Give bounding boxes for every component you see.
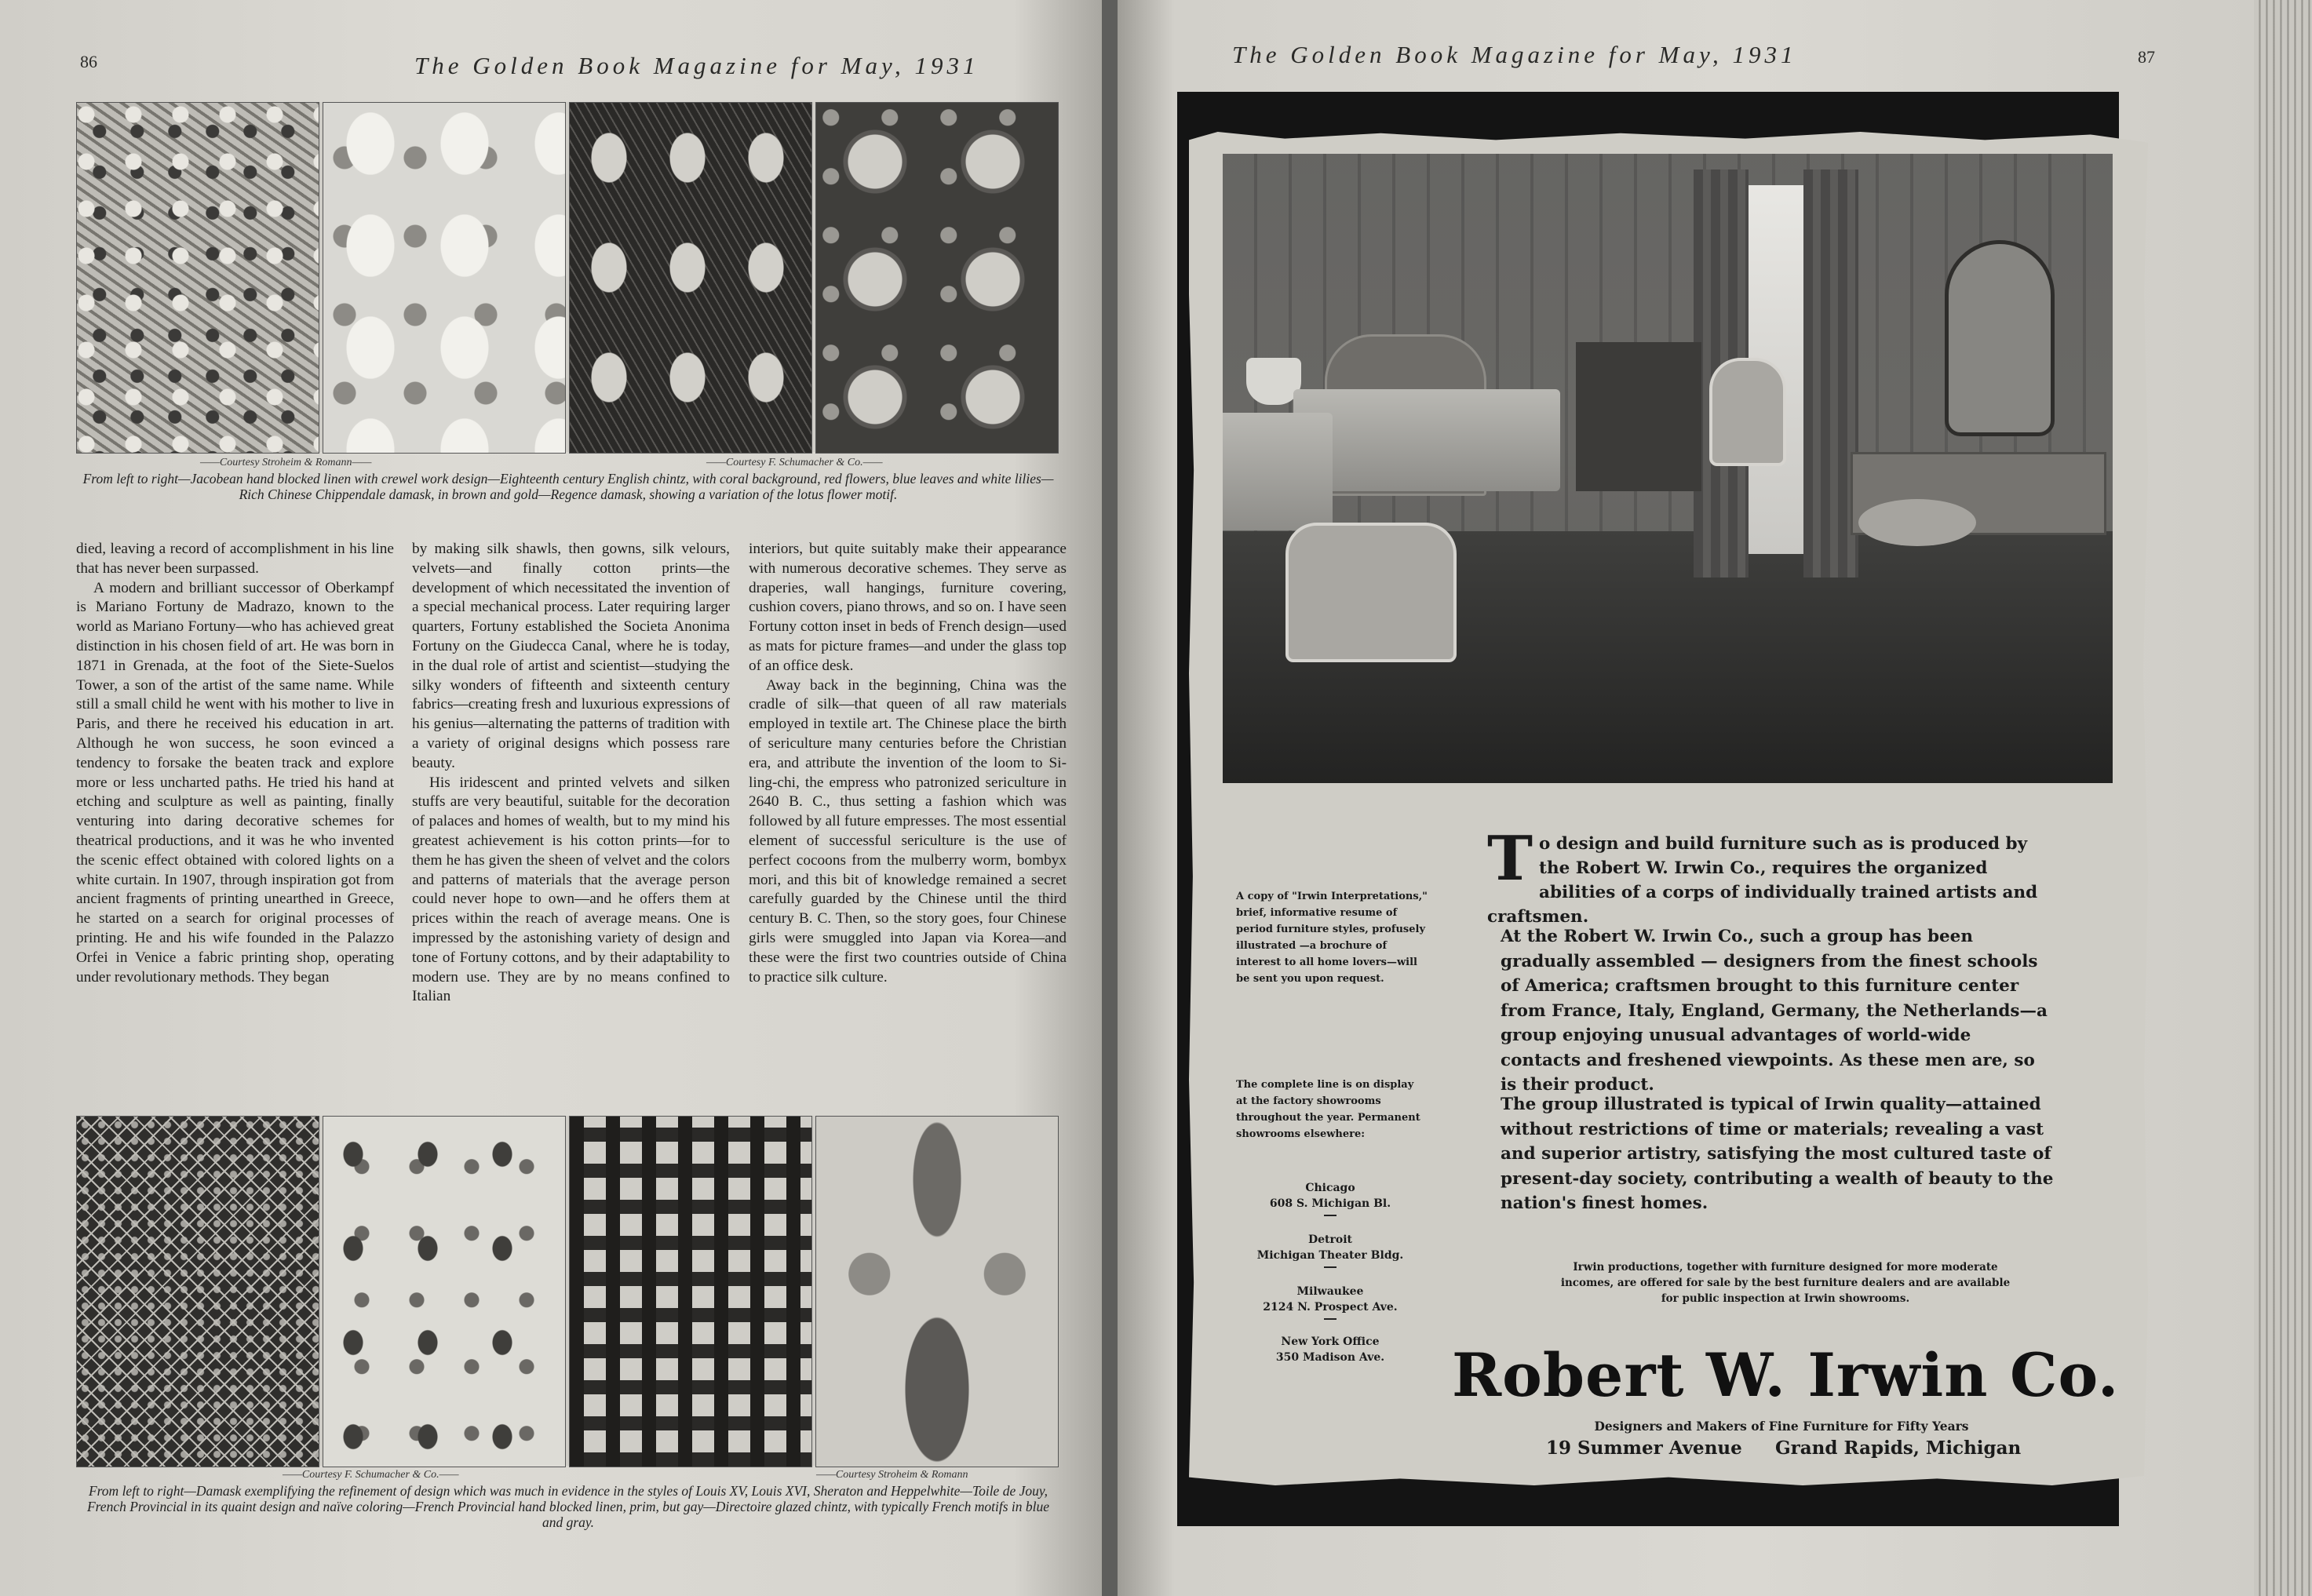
separator bbox=[1324, 1266, 1337, 1268]
photo-credit: ——Courtesy F. Schumacher & Co.—— bbox=[283, 1469, 459, 1481]
running-head: The Golden Book Magazine for May, 1931 bbox=[1232, 41, 1797, 68]
twin-bed bbox=[1293, 389, 1560, 491]
page-number: 87 bbox=[2138, 47, 2155, 67]
cabinet bbox=[1576, 342, 1701, 491]
ad-tagline: Designers and Makers of Fine Furniture for Fifty Years bbox=[1594, 1419, 1969, 1434]
article-paragraph: interiors, but quite suitably make their appearance with numerous decorative schemes. They serve as draperies, wall hangings, furniture covering, cushion covers, piano throws, and so on. I have seen Fortuny cotton inset in beds of French design—used as mats for picture frames—and under the glass top of an office desk. bbox=[749, 541, 1067, 674]
ad-small-print: Irwin productions, together with furniture designed for more moderate incomes, are offered for sale by the best furniture dealers and are available for public inspection at Irwin showrooms. bbox=[1560, 1261, 2011, 1305]
article-paragraph: by making silk shawls, then gowns, silk velours, velvets—and finally cotton prints—the development of which necessitated the invention of a special mechanical process. Later requiring larger quarters, Fortuny established the Societa Anonima Fortuny on the Giudecca Canal, where he is today, in the dual role of artist and scientist—studying the silky wonders of fifteenth and sixteenth century fabrics—creating fresh and luxurious expressions of his genius—alternating the patterns of tradition with a variety of original designs which possess rare beauty. bbox=[412, 541, 730, 771]
article-column-2 bbox=[412, 540, 730, 1007]
regence-damask-swatch bbox=[815, 102, 1059, 454]
top-plate-caption: From left to right—Jacobean hand blocked linen with crewel work design—Eighteenth century English chintz, with coral background, red flowers, blue leaves and white lilies—Rich Chinese Chippendale damask, in brown and gold—Regence damask, showing a variation of the lotus flower motif. bbox=[82, 471, 1054, 502]
showroom-chicago bbox=[1240, 1180, 1420, 1219]
showroom-address: 350 Madison Ave. bbox=[1275, 1351, 1385, 1364]
bergere-chair bbox=[1285, 523, 1457, 662]
jacobean-linen-swatch bbox=[76, 102, 319, 454]
toile-de-jouy-swatch bbox=[323, 1116, 566, 1467]
directoire-chintz-swatch bbox=[815, 1116, 1059, 1467]
photo-credit: ——Courtesy Stroheim & Romann—— bbox=[200, 457, 372, 468]
headline-text: o design and build furniture such as is produced by the Robert W. Irwin Co., requires the organized abilities of a corps of individually trained artists and craftsmen. bbox=[1487, 834, 2038, 927]
book-page-edges bbox=[2254, 0, 2312, 1596]
showroom-intro: The complete line is on display at the factory showrooms throughout the year. Permanent showrooms elsewhere: bbox=[1236, 1079, 1420, 1140]
louis-damask-swatch bbox=[76, 1116, 319, 1467]
bottom-fabric-plate bbox=[76, 1116, 1059, 1466]
irwin-logo: Robert W. Irwin Co. bbox=[1452, 1340, 2120, 1410]
running-head: The Golden Book Magazine for May, 1931 bbox=[414, 52, 979, 79]
showroom-city: Milwaukee bbox=[1296, 1285, 1364, 1298]
chinese-chippendale-damask-swatch bbox=[569, 102, 812, 454]
showroom-city: Chicago bbox=[1305, 1182, 1355, 1194]
ad-body-paragraph: At the Robert W. Irwin Co., such a group has been gradually assembled — designers from the finest schools of America; craftsmen brought to this furniture center from France, Italy, England, Germany, the Netherlands—a group enjoying unusual advantages of world-wide contacts and freshened viewpoints. As these men are, so is their product. bbox=[1501, 927, 2048, 1095]
drop-cap: T bbox=[1487, 823, 1533, 895]
vanity-mirror bbox=[1945, 240, 2055, 436]
showroom-detroit bbox=[1240, 1232, 1420, 1271]
provincial-linen-swatch bbox=[569, 1116, 812, 1467]
showroom-address: Michigan Theater Bldg. bbox=[1256, 1249, 1404, 1262]
ad-street-address: 19 Summer Avenue bbox=[1546, 1437, 1742, 1459]
showroom-address: 608 S. Michigan Bl. bbox=[1269, 1197, 1391, 1210]
photo-credit: ——Courtesy F. Schumacher & Co.—— bbox=[706, 457, 883, 468]
twin-bed bbox=[1223, 413, 1333, 530]
article-column-3 bbox=[749, 540, 1067, 987]
left-page bbox=[0, 0, 1102, 1596]
showroom-address: 2124 N. Prospect Ave. bbox=[1263, 1301, 1398, 1314]
showroom-city: New York Office bbox=[1281, 1335, 1380, 1348]
showroom-new-york bbox=[1240, 1334, 1420, 1365]
showroom-city: Detroit bbox=[1307, 1233, 1352, 1246]
bottom-plate-caption: From left to right—Damask exemplifying the refinement of design which was much in evidence in the styles of Louis XV, Louis XVI, Sheraton and Heppelwhite—Toile de Jouy, French Provincial in its quaint design and naïve coloring—French Provincial hand blocked linen, prim, but gay—Directoire glazed chintz, with typically French motifs in blue and gray. bbox=[86, 1483, 1050, 1530]
photo-credit: ——Courtesy Stroheim & Romann bbox=[816, 1469, 968, 1481]
separator bbox=[1324, 1318, 1337, 1320]
article-paragraph: A modern and brilliant successor of Oberkampf is Mariano Fortuny de Madrazo, known to the world as Mariano Fortuny—who has achieved great distinction in his chosen field of art. He was born in 1871 in Grenada, at the foot of the Siete-Suelos Tower, a son of the artist of the same name. While still a small child he went with his mother to live in Paris, and there he received his education in art. Although he won success, he soon evinced a tendency to forsake the beaten track and explore more or less uncharted paths. He tried his hand at etching and sculpture as well as painting, finally venturing into daring decorative schemes for theatrical productions, and it was he who invented the scenic effect obtained with colored lights on a white curtain. In 1907, through inspiration got from ancient fragments of printing unearthed in Greece, he started on a search for original processes of printing. He and his wife founded in the Palazzo Orfei in Venice a fabric printing shop, operating under revolutionary methods. They began bbox=[76, 579, 394, 986]
separator bbox=[1324, 1215, 1337, 1216]
ad-headline bbox=[1487, 823, 2060, 929]
vanity-stool bbox=[1858, 499, 1976, 546]
top-fabric-plate bbox=[76, 102, 1059, 452]
article-paragraph: Away back in the beginning, China was the cradle of silk—that queen of all raw materials employed in textile art. The Chinese place the birth of sericulture many centuries before the Christian era, and attribute the invention of the loom to Si-ling-chi, the empress who patronized sericulture in 2640 B. C., thus setting a fashion which was followed by all future empresses. The most essential element of successful sericulture is the use of perfect cocoons from the mulberry worm, bombyx mori, and this bit of knowledge remained a secret carefully guarded by the Chinese until the third century B. C. Then, so the story goes, four Chinese girls were smuggled into Japan via Korea—and these were the first two countries outside of China to practice silk culture. bbox=[749, 676, 1067, 986]
article-paragraph: His iridescent and printed velvets and silken stuffs are very beautiful, suitable for the decoration of palaces and homes of wealth, but to my mind his greatest achievement is his cotton prints—for to them he has given the sheen of velvet and the colors and patterns of materials that the average person could never hope to own—and he offers them at prices within the reach of average means. One is impressed by the astonishing variety of design and tone of Fortuny cottons, and by their adaptability to modern use. They are by no means confined to Italian bbox=[412, 774, 730, 1005]
side-chair bbox=[1709, 358, 1786, 466]
bedroom-photograph bbox=[1223, 154, 2113, 783]
ad-body-paragraph: The group illustrated is typical of Irwin quality—attained without restrictions of time or materials; revealing a vast and superior artistry, satisfying the most cultured taste of present-day society, contributing a wealth of beauty to the nation's finest homes. bbox=[1501, 1095, 2054, 1213]
article-paragraph: died, leaving a record of accomplishment in his line that has never been surpassed. bbox=[76, 541, 394, 577]
ad-city-address: Grand Rapids, Michigan bbox=[1775, 1437, 2022, 1459]
english-chintz-swatch bbox=[323, 102, 566, 454]
brochure-offer: A copy of "Irwin Interpretations," brief, informative resume of period furniture styles, profusely illustrated —a brochure of interest to all home lovers—will be sent you upon request. bbox=[1236, 891, 1428, 985]
article-column-1 bbox=[76, 540, 394, 987]
showroom-milwaukee bbox=[1240, 1284, 1420, 1323]
page-number: 86 bbox=[80, 52, 97, 71]
